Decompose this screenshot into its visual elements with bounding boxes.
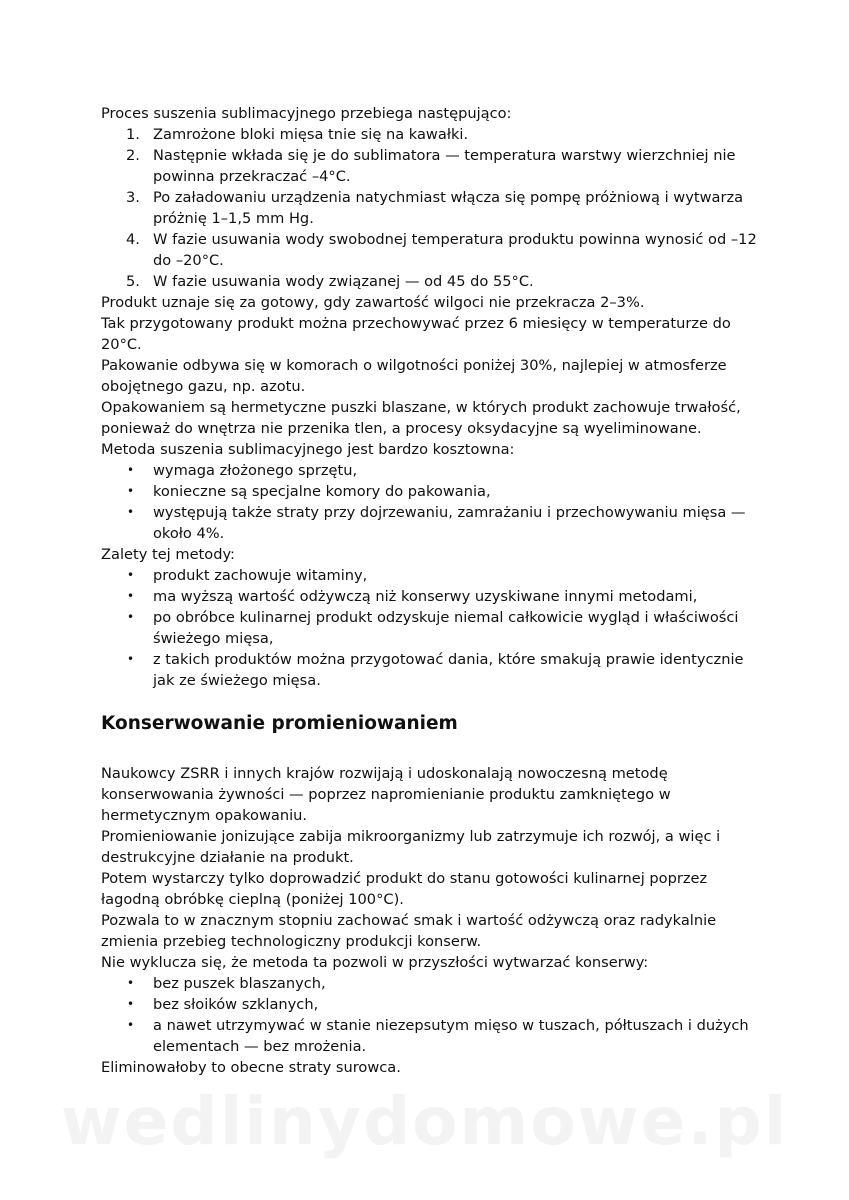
- bullet-icon: •: [127, 1018, 135, 1032]
- list-item: • występują także straty przy dojrzewaniu, zamrażaniu i przechowywaniu mięsa — około 4%.: [127, 504, 746, 542]
- list-item: • produkt zachowuje witaminy,: [127, 567, 368, 584]
- list-item: 4. W fazie usuwania wody swobodnej temperatura produktu powinna wynosić od –12 do –20°C.: [126, 231, 757, 269]
- document-page: [101, 103, 761, 1078]
- bullet-icon: •: [127, 976, 135, 990]
- list-item: • bez słoików szklanych,: [127, 996, 319, 1013]
- paragraph: Promieniowanie jonizujące zabija mikroorganizmy lub zatrzymuje ich rozwój, a więc i destrukcyjne działanie na produkt.: [101, 828, 721, 866]
- list-item: 5. W fazie usuwania wody związanej — od 45 do 55°C.: [126, 273, 534, 290]
- paragraph: Nie wyklucza się, że metoda ta pozwoli w przyszłości wytwarzać konserwy:: [101, 954, 649, 971]
- section-heading-wrap: [101, 711, 761, 737]
- future-list: [101, 973, 761, 1057]
- list-item: • po obróbce kulinarnej produkt odzyskuje niemal całkowicie wygląd i właściwości świeżego mięsa,: [127, 609, 739, 647]
- bullet-icon: •: [127, 484, 135, 498]
- paragraph: Eliminowałoby to obecne straty surowca.: [101, 1059, 401, 1076]
- bullet-icon: •: [127, 505, 135, 519]
- paragraph: Produkt uznaje się za gotowy, gdy zawartość wilgoci nie przekracza 2–3%.: [101, 294, 645, 311]
- bullet-icon: •: [127, 568, 135, 582]
- paragraph: Metoda suszenia sublimacyjnego jest bardzo kosztowna:: [101, 441, 515, 458]
- bullet-icon: •: [127, 652, 135, 666]
- watermark: wedlinydomowe.pl: [60, 1083, 789, 1160]
- section-heading: Konserwowanie promieniowaniem: [101, 713, 458, 734]
- list-item: 1. Zamrożone bloki mięsa tnie się na kawałki.: [126, 126, 469, 143]
- list-item: • wymaga złożonego sprzętu,: [127, 462, 358, 479]
- paragraph: Naukowcy ZSRR i innych krajów rozwijają i udoskonalają nowoczesną metodę konserwowania żywności — poprzez napromienianie produktu zamkniętego w hermetycznym opakowaniu.: [101, 765, 671, 824]
- list-item: • ma wyższą wartość odżywczą niż konserwy uzyskiwane innymi metodami,: [127, 588, 698, 605]
- list-item: 2. Następnie wkłada się je do sublimatora — temperatura warstwy wierzchniej nie powinna przekraczać –4°C.: [126, 147, 736, 185]
- paragraph: Opakowaniem są hermetyczne puszki blaszane, w których produkt zachowuje trwałość, ponieważ do wnętrza nie przenika tlen, a procesy oksydacyjne są wyeliminowane.: [101, 399, 741, 437]
- list-item: • z takich produktów można przygotować dania, które smakują prawie identycznie jak ze świeżego mięsa.: [127, 651, 744, 689]
- bullet-icon: •: [127, 610, 135, 624]
- paragraph: Pakowanie odbywa się w komorach o wilgotności poniżej 30%, najlepiej w atmosferze obojętnego gazu, np. azotu.: [101, 357, 727, 395]
- list-item: • konieczne są specjalne komory do pakowania,: [127, 483, 491, 500]
- list-item: • bez puszek blaszanych,: [127, 975, 326, 992]
- paragraph: Zalety tej metody:: [101, 546, 235, 563]
- freeze-drying-intro: Proces suszenia sublimacyjnego przebiega następująco:: [101, 105, 512, 122]
- cost-list: [101, 460, 761, 544]
- list-item: 3. Po załadowaniu urządzenia natychmiast włącza się pompę próżniową i wytwarza próżnię 1–1,5 mm Hg.: [126, 189, 744, 227]
- bullet-icon: •: [127, 589, 135, 603]
- paragraph: Tak przygotowany produkt można przechowywać przez 6 miesięcy w temperaturze do 20°C.: [101, 315, 731, 353]
- list-item: • a nawet utrzymywać w stanie niezepsutym mięso w tuszach, półtuszach i dużych elementach — bez mrożenia.: [127, 1017, 749, 1055]
- paragraph: Pozwala to w znacznym stopniu zachować smak i wartość odżywczą oraz radykalnie zmienia przebieg technologiczny produkcji konserw.: [101, 912, 717, 950]
- advantages-list: [101, 565, 761, 691]
- freeze-drying-steps: [101, 124, 761, 292]
- bullet-icon: •: [127, 997, 135, 1011]
- paragraph: Potem wystarczy tylko doprowadzić produkt do stanu gotowości kulinarnej poprzez łagodną obróbkę cieplną (poniżej 100°C).: [101, 870, 708, 908]
- bullet-icon: •: [127, 463, 135, 477]
